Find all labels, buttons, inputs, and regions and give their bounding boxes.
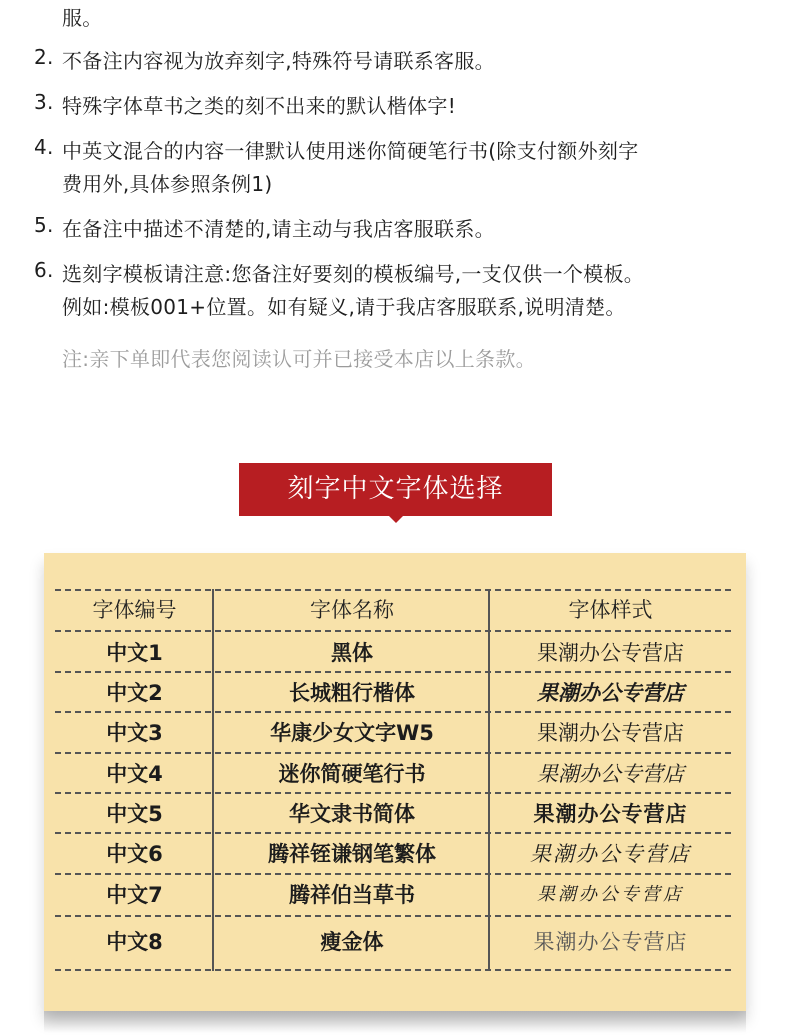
table-row-id: 中文8 xyxy=(106,930,163,954)
header-font-name: 字体名称 xyxy=(310,598,394,622)
note-text: 中英文混合的内容一律默认使用迷你简硬笔行书(除支付额外刻字 xyxy=(62,139,639,163)
table-row-id: 中文5 xyxy=(106,802,163,826)
table-row-name: 华康少女文字W5 xyxy=(270,721,434,745)
note-number: 4. xyxy=(34,135,54,159)
note-number: 6. xyxy=(34,258,54,282)
table-row-id: 中文6 xyxy=(106,842,163,866)
disclaimer: 注:亲下单即代表您阅读认可并已接受本店以上条款。 xyxy=(62,347,536,371)
table-row-name: 瘦金体 xyxy=(320,930,384,954)
table-row-sample: 果潮办公专营店 xyxy=(537,884,684,905)
table-row-name: 长城粗行楷体 xyxy=(289,681,415,705)
table-row-sample: 果潮办公专营店 xyxy=(537,721,684,745)
table-row-sample: 果潮办公专营店 xyxy=(537,641,684,665)
table-row-name: 腾祥伯当草书 xyxy=(289,883,415,907)
title-pointer-icon xyxy=(388,515,404,523)
table-row-sample: 果潮办公专营店 xyxy=(537,762,684,786)
note-text: 特殊字体草书之类的刻不出来的默认楷体字! xyxy=(62,94,457,118)
note-text: 选刻字模板请注意:您备注好要刻的模板编号,一支仅供一个模板。 xyxy=(62,262,645,286)
note-text: 在备注中描述不清楚的,请主动与我店客服联系。 xyxy=(62,217,495,241)
table-divider xyxy=(55,915,731,917)
note-number: 2. xyxy=(34,45,54,69)
note-number: 3. xyxy=(34,90,54,114)
table-row-id: 中文3 xyxy=(106,721,163,745)
table-row-id: 中文4 xyxy=(106,762,163,786)
table-row-name: 华文隶书简体 xyxy=(289,802,415,826)
table-row-sample: 果潮办公专营店 xyxy=(533,801,688,826)
header-font-style: 字体样式 xyxy=(568,598,653,622)
note-text: 费用外,具体参照条例1) xyxy=(62,172,273,196)
table-divider xyxy=(55,630,731,632)
table-row-name: 黑体 xyxy=(331,641,373,665)
table-row-sample: 果潮办公专营店 xyxy=(533,930,688,954)
table-row-name: 迷你简硬笔行书 xyxy=(278,762,426,786)
note-number: 5. xyxy=(34,213,54,237)
header-font-id: 字体编号 xyxy=(92,598,177,622)
table-row-id: 中文2 xyxy=(106,681,163,705)
note-text: 例如:模板001+位置。如有疑义,请于我店客服联系,说明清楚。 xyxy=(62,295,626,319)
table-row-sample: 果潮办公专营店 xyxy=(537,680,684,705)
table-row-id: 中文1 xyxy=(106,641,163,665)
note-text: 不备注内容视为放弃刻字,特殊符号请联系客服。 xyxy=(62,49,495,73)
table-row-id: 中文7 xyxy=(106,883,163,907)
note-text: 服。 xyxy=(62,6,103,30)
table-row-name: 腾祥铚谦钢笔繁体 xyxy=(268,842,436,866)
section-title: 刻字中文字体选择 xyxy=(239,463,552,516)
table-row-sample: 果潮办公专营店 xyxy=(530,842,691,866)
font-table xyxy=(44,553,746,1011)
table-divider xyxy=(55,969,731,971)
